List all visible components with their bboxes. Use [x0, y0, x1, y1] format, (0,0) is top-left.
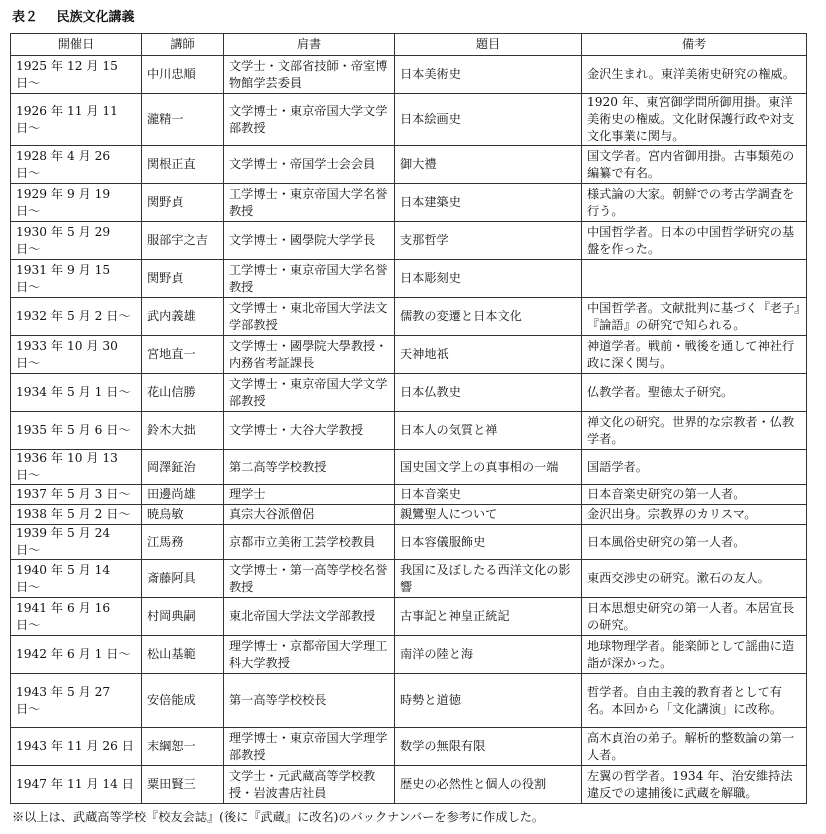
cell-date: 1932 年 5 月 2 日〜 — [11, 298, 142, 336]
cell-lecturer: 関野貞 — [142, 184, 224, 222]
cell-notes: 国文学者。宮内省御用掛。古事類苑の編纂で有名。 — [582, 146, 807, 184]
cell-notes: 日本風俗史研究の第一人者。 — [582, 525, 807, 560]
cell-date: 1925 年 12 月 15 日〜 — [11, 56, 142, 94]
header-row — [11, 34, 807, 56]
cell-date: 1934 年 5 月 1 日〜 — [11, 374, 142, 412]
cell-notes: 日本音楽史研究の第一人者。 — [582, 485, 807, 505]
cell-lecturer: 斎藤阿具 — [142, 560, 224, 598]
table-row — [11, 674, 807, 728]
table-row — [11, 94, 807, 146]
cell-lecturer: 田邊尚雄 — [142, 485, 224, 505]
cell-date: 1943 年 5 月 27 日〜 — [11, 674, 142, 728]
cell-lecturer: 鈴木大拙 — [142, 412, 224, 450]
cell-topic: 国史国文学上の真事相の一端 — [395, 450, 582, 485]
table-row — [11, 505, 807, 525]
cell-title: 京都市立美術工芸学校教員 — [224, 525, 395, 560]
cell-title: 工学博士・東京帝国大学名誉教授 — [224, 184, 395, 222]
table-row — [11, 56, 807, 94]
table-row — [11, 450, 807, 485]
cell-topic: 日本美術史 — [395, 56, 582, 94]
cell-notes: 様式論の大家。朝鮮での考古学調査を行う。 — [582, 184, 807, 222]
cell-notes — [582, 260, 807, 298]
footnote: ※以上は、武蔵高等学校『校友会誌』(後に『武蔵』に改名)のバックナンバーを参考に作成した。 — [12, 810, 545, 824]
cell-notes: 金沢生まれ。東洋美術史研究の権威。 — [582, 56, 807, 94]
cell-title: 文学博士・東北帝国大学法文学部教授 — [224, 298, 395, 336]
header-date: 開催日 — [11, 34, 142, 56]
cell-title: 文学博士・國學院大學教授・内務省考証課長 — [224, 336, 395, 374]
cell-date: 1933 年 10 月 30 日〜 — [11, 336, 142, 374]
table-caption — [12, 6, 135, 25]
cell-title: 理学士 — [224, 485, 395, 505]
cell-title: 真宗大谷派僧侶 — [224, 505, 395, 525]
cell-title: 文学博士・國學院大学学長 — [224, 222, 395, 260]
cell-topic: 日本彫刻史 — [395, 260, 582, 298]
cell-topic: 日本容儀服飾史 — [395, 525, 582, 560]
cell-topic: 儒教の変遷と日本文化 — [395, 298, 582, 336]
cell-notes: 仏教学者。聖徳太子研究。 — [582, 374, 807, 412]
cell-lecturer: 関根正直 — [142, 146, 224, 184]
cell-lecturer: 粟田賢三 — [142, 766, 224, 804]
cell-title: 理学博士・東京帝国大学理学部教授 — [224, 728, 395, 766]
cell-topic: 日本建築史 — [395, 184, 582, 222]
table-row — [11, 525, 807, 560]
table-row — [11, 146, 807, 184]
cell-date: 1935 年 5 月 6 日〜 — [11, 412, 142, 450]
table-title: 民族文化講義 — [56, 10, 135, 25]
cell-topic: 日本仏教史 — [395, 374, 582, 412]
cell-notes: 東西交渉史の研究。漱石の友人。 — [582, 560, 807, 598]
cell-notes: 1920 年、東宮御学問所御用掛。東洋美術史の権威。文化財保護行政や対支文化事業に関与。 — [582, 94, 807, 146]
cell-topic: 天神地祇 — [395, 336, 582, 374]
cell-lecturer: 安倍能成 — [142, 674, 224, 728]
cell-topic: 我国に及ぼしたる西洋文化の影響 — [395, 560, 582, 598]
table-body — [11, 56, 807, 804]
cell-date: 1941 年 6 月 16 日〜 — [11, 598, 142, 636]
cell-topic: 親鸞聖人について — [395, 505, 582, 525]
cell-lecturer: 宮地直一 — [142, 336, 224, 374]
cell-topic: 数学の無限有限 — [395, 728, 582, 766]
cell-notes: 地球物理学者。能楽師として謡曲に造詣が深かった。 — [582, 636, 807, 674]
cell-title: 文学博士・東京帝国大学文学部教授 — [224, 94, 395, 146]
cell-title: 工学博士・東京帝国大学名誉教授 — [224, 260, 395, 298]
cell-notes: 高木貞治の弟子。解析的整数論の第一人者。 — [582, 728, 807, 766]
cell-title: 理学博士・京都帝国大学理工科大学教授 — [224, 636, 395, 674]
table-row — [11, 728, 807, 766]
cell-date: 1930 年 5 月 29 日〜 — [11, 222, 142, 260]
table-row — [11, 184, 807, 222]
cell-title: 文学士・元武蔵高等学校教授・岩波書店社員 — [224, 766, 395, 804]
cell-lecturer: 松山基範 — [142, 636, 224, 674]
cell-topic: 古事記と神皇正統記 — [395, 598, 582, 636]
cell-lecturer: 武内義雄 — [142, 298, 224, 336]
cell-topic: 歴史の必然性と個人の役割 — [395, 766, 582, 804]
cell-notes: 禅文化の研究。世界的な宗教者・仏教学者。 — [582, 412, 807, 450]
cell-topic: 南洋の陸と海 — [395, 636, 582, 674]
cell-lecturer: 暁烏敏 — [142, 505, 224, 525]
cell-date: 1940 年 5 月 14 日〜 — [11, 560, 142, 598]
cell-notes: 金沢出身。宗教界のカリスマ。 — [582, 505, 807, 525]
cell-notes: 中国哲学者。日本の中国哲学研究の基盤を作った。 — [582, 222, 807, 260]
cell-date: 1939 年 5 月 24 日〜 — [11, 525, 142, 560]
header-topic: 題目 — [395, 34, 582, 56]
cell-lecturer: 花山信勝 — [142, 374, 224, 412]
cell-title: 第二高等学校教授 — [224, 450, 395, 485]
cell-title: 東北帝国大学法文学部教授 — [224, 598, 395, 636]
cell-lecturer: 服部宇之吉 — [142, 222, 224, 260]
cell-lecturer: 瀧精一 — [142, 94, 224, 146]
cell-title: 文学博士・大谷大学教授 — [224, 412, 395, 450]
cell-date: 1943 年 11 月 26 日 — [11, 728, 142, 766]
cell-notes: 中国哲学者。文献批判に基づく『老子』『論語』の研究で知られる。 — [582, 298, 807, 336]
cell-title: 文学士・文部省技師・帝室博物館学芸委員 — [224, 56, 395, 94]
cell-notes: 日本思想史研究の第一人者。本居宣長の研究。 — [582, 598, 807, 636]
cell-date: 1942 年 6 月 1 日〜 — [11, 636, 142, 674]
table-row — [11, 598, 807, 636]
cell-date: 1931 年 9 月 15 日〜 — [11, 260, 142, 298]
cell-notes: 神道学者。戦前・戦後を通して神社行政に深く関与。 — [582, 336, 807, 374]
cell-title: 文学博士・東京帝国大学文学部教授 — [224, 374, 395, 412]
table-row — [11, 412, 807, 450]
table-row — [11, 560, 807, 598]
cell-date: 1928 年 4 月 26 日〜 — [11, 146, 142, 184]
cell-title: 文学博士・第一高等学校名誉教授 — [224, 560, 395, 598]
table-row — [11, 336, 807, 374]
cell-lecturer: 中川忠順 — [142, 56, 224, 94]
table-row — [11, 485, 807, 505]
lecture-table — [10, 33, 807, 804]
cell-date: 1936 年 10 月 13 日〜 — [11, 450, 142, 485]
table-row — [11, 222, 807, 260]
cell-date: 1926 年 11 月 11 日〜 — [11, 94, 142, 146]
cell-title: 第一高等学校校長 — [224, 674, 395, 728]
header-notes: 備考 — [582, 34, 807, 56]
table-row — [11, 374, 807, 412]
cell-topic: 日本人の気質と禅 — [395, 412, 582, 450]
cell-notes: 哲学者。自由主義的教育者として有名。本回から「文化講演」に改称。 — [582, 674, 807, 728]
cell-topic: 日本音楽史 — [395, 485, 582, 505]
cell-title: 文学博士・帝国学士会会員 — [224, 146, 395, 184]
cell-notes: 左翼の哲学者。1934 年、治安維持法違反での逮捕後に武蔵を解職。 — [582, 766, 807, 804]
cell-topic: 御大禮 — [395, 146, 582, 184]
table-row — [11, 636, 807, 674]
cell-date: 1938 年 5 月 2 日〜 — [11, 505, 142, 525]
cell-topic: 日本絵画史 — [395, 94, 582, 146]
cell-date: 1937 年 5 月 3 日〜 — [11, 485, 142, 505]
header-lecturer: 講師 — [142, 34, 224, 56]
cell-lecturer: 江馬務 — [142, 525, 224, 560]
cell-topic: 支那哲学 — [395, 222, 582, 260]
cell-date: 1929 年 9 月 19 日〜 — [11, 184, 142, 222]
cell-lecturer: 村岡典嗣 — [142, 598, 224, 636]
table-row — [11, 766, 807, 804]
cell-notes: 国語学者。 — [582, 450, 807, 485]
table-row — [11, 298, 807, 336]
cell-topic: 時勢と道徳 — [395, 674, 582, 728]
header-title: 肩書 — [224, 34, 395, 56]
cell-date: 1947 年 11 月 14 日 — [11, 766, 142, 804]
table-number: 表２ — [12, 10, 39, 25]
cell-lecturer: 関野貞 — [142, 260, 224, 298]
cell-lecturer: 末綱恕一 — [142, 728, 224, 766]
cell-lecturer: 岡澤鉦治 — [142, 450, 224, 485]
table-row — [11, 260, 807, 298]
